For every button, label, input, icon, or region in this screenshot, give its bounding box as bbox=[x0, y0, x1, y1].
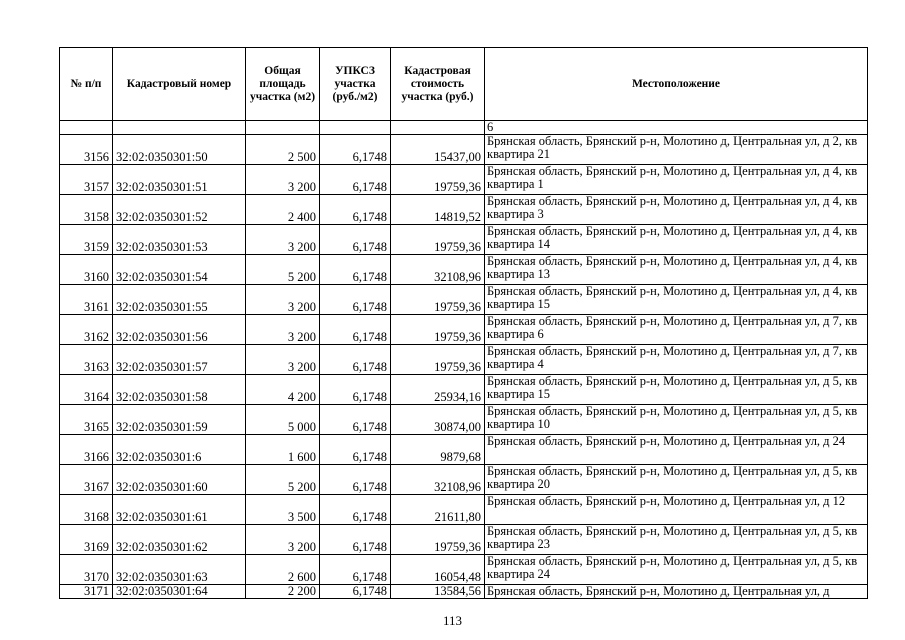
cell-location: Брянская область, Брянский р-н, Молотино д, Центральная ул, д 2, кв квартира 21 bbox=[485, 135, 868, 165]
table-row bbox=[60, 225, 868, 255]
cell-area: 3 200 bbox=[246, 525, 320, 555]
cell-location: Брянская область, Брянский р-н, Молотино д, Центральная ул, д 4, кв квартира 1 bbox=[485, 165, 868, 195]
cell-upksz: 6,1748 bbox=[320, 315, 391, 345]
cell-cadastral-cost: 30874,00 bbox=[391, 405, 485, 435]
cell-area: 5 200 bbox=[246, 255, 320, 285]
cell-location: Брянская область, Брянский р-н, Молотино д, Центральная ул, д 5, кв квартира 23 bbox=[485, 525, 868, 555]
cell-upksz: 6,1748 bbox=[320, 285, 391, 315]
cell-location: Брянская область, Брянский р-н, Молотино д, Центральная ул, д 12 bbox=[485, 495, 868, 525]
cell-area: 3 200 bbox=[246, 225, 320, 255]
cell-location: Брянская область, Брянский р-н, Молотино д, Центральная ул, д 4, кв квартира 3 bbox=[485, 195, 868, 225]
cell-area: 2 500 bbox=[246, 135, 320, 165]
cell-cadastral-number: 32:02:0350301:63 bbox=[113, 555, 246, 585]
cell-upksz: 6,1748 bbox=[320, 165, 391, 195]
cell-num: 3167 bbox=[60, 465, 113, 495]
cadastral-table bbox=[59, 47, 868, 599]
cell-area: 2 200 bbox=[246, 585, 320, 599]
cell-location: Брянская область, Брянский р-н, Молотино д, Центральная ул, д 5, кв квартира 24 bbox=[485, 555, 868, 585]
cell-upksz: 6,1748 bbox=[320, 435, 391, 465]
cell-cadastral-number: 32:02:0350301:62 bbox=[113, 525, 246, 555]
cell-upksz: 6,1748 bbox=[320, 495, 391, 525]
cell-cadastral-cost: 32108,96 bbox=[391, 255, 485, 285]
cell-location: 6 bbox=[485, 121, 868, 135]
cell-location: Брянская область, Брянский р-н, Молотино д, Центральная ул, д 7, кв квартира 4 bbox=[485, 345, 868, 375]
cell-num: 3166 bbox=[60, 435, 113, 465]
cell-area: 5 000 bbox=[246, 405, 320, 435]
cell-location: Брянская область, Брянский р-н, Молотино д, Центральная ул, д 24 bbox=[485, 435, 868, 465]
cell-location: Брянская область, Брянский р-н, Молотино д, Центральная ул, д 5, кв квартира 20 bbox=[485, 465, 868, 495]
cell-area: 3 200 bbox=[246, 345, 320, 375]
cell-cadastral-cost: 13584,56 bbox=[391, 585, 485, 599]
cell-cadastral-cost: 19759,36 bbox=[391, 225, 485, 255]
cell-cadastral-cost: 25934,16 bbox=[391, 375, 485, 405]
cell-area: 1 600 bbox=[246, 435, 320, 465]
cell-area: 3 200 bbox=[246, 165, 320, 195]
table-body bbox=[60, 121, 868, 599]
cell-cadastral-cost bbox=[391, 121, 485, 135]
cell-cadastral-cost: 19759,36 bbox=[391, 525, 485, 555]
cell-num: 3163 bbox=[60, 345, 113, 375]
header-area: Общая площадь участка (м2) bbox=[246, 48, 320, 121]
cell-cadastral-number: 32:02:0350301:56 bbox=[113, 315, 246, 345]
table-row bbox=[60, 465, 868, 495]
header-cadastral-cost: Кадастровая стоимость участка (руб.) bbox=[391, 48, 485, 121]
cell-cadastral-number: 32:02:0350301:51 bbox=[113, 165, 246, 195]
page-number: 113 bbox=[442, 613, 463, 628]
table-row bbox=[60, 495, 868, 525]
table-row bbox=[60, 555, 868, 585]
cell-cadastral-cost: 21611,80 bbox=[391, 495, 485, 525]
cell-upksz: 6,1748 bbox=[320, 255, 391, 285]
cell-num: 3171 bbox=[60, 585, 113, 599]
cell-cadastral-number: 32:02:0350301:54 bbox=[113, 255, 246, 285]
cell-upksz: 6,1748 bbox=[320, 465, 391, 495]
cell-cadastral-number: 32:02:0350301:59 bbox=[113, 405, 246, 435]
header-cadastral-number: Кадастровый номер bbox=[113, 48, 246, 121]
cell-location: Брянская область, Брянский р-н, Молотино д, Центральная ул, д 7, кв квартира 6 bbox=[485, 315, 868, 345]
cell-num: 3159 bbox=[60, 225, 113, 255]
cell-location: Брянская область, Брянский р-н, Молотино д, Центральная ул, д 5, кв квартира 15 bbox=[485, 375, 868, 405]
cell-num: 3160 bbox=[60, 255, 113, 285]
cell-area: 3 500 bbox=[246, 495, 320, 525]
cell-upksz: 6,1748 bbox=[320, 555, 391, 585]
cell-num: 3168 bbox=[60, 495, 113, 525]
cell-upksz: 6,1748 bbox=[320, 375, 391, 405]
cell-cadastral-cost: 16054,48 bbox=[391, 555, 485, 585]
cell-cadastral-cost: 32108,96 bbox=[391, 465, 485, 495]
cell-area: 5 200 bbox=[246, 465, 320, 495]
cell-upksz: 6,1748 bbox=[320, 195, 391, 225]
cell-cadastral-number: 32:02:0350301:64 bbox=[113, 585, 246, 599]
cell-upksz: 6,1748 bbox=[320, 225, 391, 255]
cell-num: 3164 bbox=[60, 375, 113, 405]
cell-cadastral-number: 32:02:0350301:55 bbox=[113, 285, 246, 315]
cell-cadastral-number: 32:02:0350301:57 bbox=[113, 345, 246, 375]
table-row bbox=[60, 525, 868, 555]
cell-cadastral-cost: 14819,52 bbox=[391, 195, 485, 225]
cell-cadastral-number: 32:02:0350301:6 bbox=[113, 435, 246, 465]
table-row bbox=[60, 255, 868, 285]
cell-location: Брянская область, Брянский р-н, Молотино д, Центральная ул, д 5, кв квартира 10 bbox=[485, 405, 868, 435]
cell-area bbox=[246, 121, 320, 135]
cell-location: Брянская область, Брянский р-н, Молотино д, Центральная ул, д bbox=[485, 585, 868, 599]
cell-upksz bbox=[320, 121, 391, 135]
cell-num: 3162 bbox=[60, 315, 113, 345]
cell-upksz: 6,1748 bbox=[320, 405, 391, 435]
table-row bbox=[60, 375, 868, 405]
cell-location: Брянская область, Брянский р-н, Молотино д, Центральная ул, д 4, кв квартира 14 bbox=[485, 225, 868, 255]
table-row bbox=[60, 345, 868, 375]
cell-cadastral-number: 32:02:0350301:61 bbox=[113, 495, 246, 525]
cell-cadastral-cost: 9879,68 bbox=[391, 435, 485, 465]
cell-area: 2 400 bbox=[246, 195, 320, 225]
cell-cadastral-cost: 19759,36 bbox=[391, 315, 485, 345]
cell-area: 3 200 bbox=[246, 315, 320, 345]
cell-area: 3 200 bbox=[246, 285, 320, 315]
cell-cadastral-cost: 19759,36 bbox=[391, 285, 485, 315]
cell-num: 3156 bbox=[60, 135, 113, 165]
cell-cadastral-number: 32:02:0350301:53 bbox=[113, 225, 246, 255]
cell-area: 2 600 bbox=[246, 555, 320, 585]
header-num: № п/п bbox=[60, 48, 113, 121]
cell-cadastral-cost: 19759,36 bbox=[391, 165, 485, 195]
table-row bbox=[60, 135, 868, 165]
header-upksz: УПКСЗ участка (руб./м2) bbox=[320, 48, 391, 121]
cell-num: 3157 bbox=[60, 165, 113, 195]
cell-upksz: 6,1748 bbox=[320, 585, 391, 599]
cell-cadastral-cost: 15437,00 bbox=[391, 135, 485, 165]
table-row bbox=[60, 165, 868, 195]
cell-cadastral-number: 32:02:0350301:52 bbox=[113, 195, 246, 225]
cell-location: Брянская область, Брянский р-н, Молотино д, Центральная ул, д 4, кв квартира 13 bbox=[485, 255, 868, 285]
cell-num: 3170 bbox=[60, 555, 113, 585]
header-location: Местоположение bbox=[485, 48, 868, 121]
table-row bbox=[60, 315, 868, 345]
cell-cadastral-number bbox=[113, 121, 246, 135]
cell-upksz: 6,1748 bbox=[320, 525, 391, 555]
cell-location: Брянская область, Брянский р-н, Молотино д, Центральная ул, д 4, кв квартира 15 bbox=[485, 285, 868, 315]
cell-upksz: 6,1748 bbox=[320, 135, 391, 165]
cell-num: 3161 bbox=[60, 285, 113, 315]
table-row bbox=[60, 405, 868, 435]
continuation-row bbox=[60, 121, 868, 135]
table-row bbox=[60, 585, 868, 599]
cell-cadastral-number: 32:02:0350301:60 bbox=[113, 465, 246, 495]
table-header-row bbox=[60, 48, 868, 121]
cell-cadastral-number: 32:02:0350301:50 bbox=[113, 135, 246, 165]
cell-num: 3158 bbox=[60, 195, 113, 225]
cell-cadastral-number: 32:02:0350301:58 bbox=[113, 375, 246, 405]
table-row bbox=[60, 285, 868, 315]
cell-cadastral-cost: 19759,36 bbox=[391, 345, 485, 375]
cell-num: 3169 bbox=[60, 525, 113, 555]
cell-area: 4 200 bbox=[246, 375, 320, 405]
cell-num: 3165 bbox=[60, 405, 113, 435]
cell-num bbox=[60, 121, 113, 135]
table-row bbox=[60, 435, 868, 465]
table-row bbox=[60, 195, 868, 225]
cell-upksz: 6,1748 bbox=[320, 345, 391, 375]
